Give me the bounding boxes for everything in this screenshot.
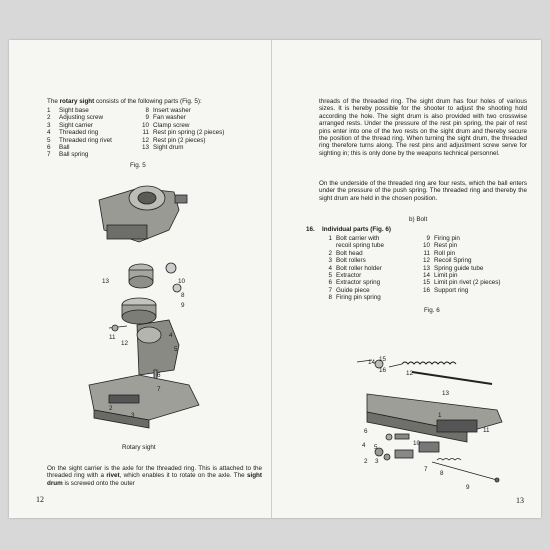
- part-number: 3: [328, 257, 332, 265]
- list-item: [320, 279, 410, 286]
- part-name: Insert washer: [153, 107, 191, 114]
- fig6-callout-15: 15: [379, 356, 387, 363]
- list-item: [137, 114, 257, 121]
- part-number: 11: [423, 249, 430, 257]
- section-bolt: b) Bolt: [409, 216, 428, 223]
- part-name: Limit pin: [434, 272, 458, 280]
- list-item: [47, 151, 142, 158]
- part-name: Bolt roller holder: [336, 264, 382, 272]
- para-bold-rivet: rivet: [106, 472, 120, 480]
- fig6-callout-1: 1: [438, 412, 442, 419]
- part-name: Threaded ring: [59, 129, 99, 137]
- fig6-callout-5: 5: [374, 444, 378, 451]
- list-item: [418, 272, 533, 279]
- list-item: [320, 257, 410, 264]
- list-item: [320, 235, 410, 242]
- fig6-bolt-drawing: [327, 312, 532, 502]
- page-number-right: 13: [516, 496, 524, 505]
- part-number: 14: [422, 272, 430, 280]
- list-item: [418, 242, 533, 249]
- list-item: [418, 287, 533, 294]
- list-item: [418, 257, 533, 264]
- list-item: [47, 137, 142, 144]
- list-item: [47, 122, 142, 129]
- fig6-label: Fig. 6: [424, 307, 440, 314]
- part-name: Sight carrier: [59, 121, 93, 129]
- fig5-callout-12: 12: [121, 340, 129, 347]
- parts-list-fig6-col1: [320, 235, 410, 302]
- part-number: 9: [145, 114, 149, 122]
- list-item: [320, 272, 410, 279]
- list-item: [418, 235, 533, 242]
- part-name: Rest pin: [434, 242, 458, 250]
- list-item: [320, 242, 410, 249]
- part-name: Bolt head: [336, 249, 363, 257]
- part-number: 12: [422, 257, 430, 265]
- part-name: Limit pin rivet (2 pieces): [434, 279, 501, 287]
- fig6-callout-10: 10: [413, 440, 421, 447]
- part-name: Sight drum: [153, 144, 184, 152]
- book-gutter: [271, 40, 272, 518]
- fig5-callout-8: 8: [181, 292, 185, 299]
- parts-list-fig5-col1: [47, 107, 142, 159]
- sight-carrier-paragraph: [47, 465, 262, 487]
- part-number: 13: [422, 264, 430, 272]
- list-item: [47, 144, 142, 151]
- fig6-callout-4: 4: [362, 442, 366, 449]
- part-name: Rest pin spring (2 pieces): [153, 129, 225, 137]
- intro-bold: rotary sight: [59, 98, 95, 105]
- part-number: [320, 242, 336, 249]
- fig5-callout-4: 4: [169, 332, 173, 339]
- part-name: Bolt carrier with: [336, 235, 380, 242]
- list-item: [320, 294, 410, 301]
- fig5-callout-10: 10: [178, 278, 186, 285]
- heading-individual-parts: Individual parts (Fig. 6): [322, 226, 391, 233]
- list-item: [137, 137, 257, 144]
- sight-drum-paragraph: threads of the threaded ring. The sight drum has four holes of various sizes. It is hereby possible for the shooter to adjust the shooting hold according the hole. The sight drum is also provided with two crosswise arranged rests. Under the pressure of the rest pin spring, the pair of rest pins enter into one of the two rests on the sight drum and thereby secure the position of the thread ring. When turning the sight drum, the threaded ring therefore turns along. The rest pins and adjustment screw serve for sighting in; this is only done by the weapons technical personnel.: [319, 98, 527, 157]
- fig6-callout-11: 11: [483, 427, 490, 434]
- fig5-rotary-sight-drawing: [79, 170, 209, 435]
- list-item: [320, 250, 410, 257]
- fig5-callout-9: 9: [181, 302, 185, 309]
- page-number-left: 12: [36, 495, 44, 504]
- list-item: [418, 265, 533, 272]
- part-number: 15: [422, 279, 430, 287]
- part-number: 13: [141, 144, 149, 152]
- part-name: Clamp screw: [153, 121, 190, 129]
- part-number: 9: [426, 235, 430, 242]
- part-name: Bolt rollers: [336, 257, 366, 265]
- fig5-callout-13: 13: [102, 278, 110, 285]
- para-text-3: is screwed onto the outer: [62, 479, 135, 487]
- list-item: [47, 129, 142, 136]
- fig6-callout-3: 3: [375, 458, 379, 465]
- part-name: Fan washer: [153, 114, 186, 122]
- part-number: 1: [328, 235, 332, 242]
- fig5-callout-5: 5: [174, 346, 178, 353]
- part-name: Sight base: [59, 107, 89, 114]
- list-item: [320, 265, 410, 272]
- part-name: Spring guide tube: [434, 264, 484, 272]
- part-number: 4: [47, 129, 51, 137]
- part-number: 1: [47, 107, 51, 114]
- part-number: 2: [47, 114, 51, 122]
- part-number: 10: [422, 242, 430, 250]
- parts-list-fig5-col2: [137, 107, 257, 151]
- fig5-callout-11: 11: [109, 334, 116, 341]
- list-item: [137, 107, 257, 114]
- part-number: 7: [47, 151, 51, 159]
- left-page: [9, 40, 271, 518]
- part-name: Extractor: [336, 272, 362, 280]
- part-number: 6: [328, 279, 332, 287]
- fig6-callout-16: 16: [379, 367, 387, 374]
- fig6-callout-7: 7: [424, 466, 428, 473]
- part-number: 5: [328, 272, 332, 280]
- part-number: 3: [47, 121, 51, 129]
- list-item: [137, 129, 257, 136]
- list-item: [47, 107, 142, 114]
- fig6-callout-13: 13: [442, 390, 450, 397]
- fig6-callout-2: 2: [364, 458, 368, 465]
- list-item: [320, 287, 410, 294]
- para-text-1: On the sight carrier is the axle for the threaded ring. This is attached to the threaded ring with a: [47, 465, 262, 480]
- part-name: Rest pin (2 pieces): [153, 136, 206, 144]
- intro-prefix: The: [47, 98, 60, 105]
- part-number: 6: [47, 144, 51, 152]
- part-name: Firing pin: [434, 235, 460, 242]
- intro-suffix: consists of the following parts (Fig. 5):: [94, 98, 202, 105]
- part-number: 5: [47, 136, 51, 144]
- parts-list-fig6-col2: [418, 235, 533, 294]
- part-name: Guide piece: [336, 286, 370, 294]
- fig6-callout-6: 6: [364, 428, 368, 435]
- fig6-callout-12: 12: [406, 370, 414, 377]
- part-number: 8: [328, 294, 332, 302]
- fig6-callout-14: 14: [368, 359, 376, 366]
- fig6-callout-9: 9: [466, 484, 470, 491]
- para-text-2: , which enables it to rotate on the axle. The: [119, 472, 247, 480]
- part-name: Firing pin spring: [336, 294, 381, 302]
- fig5-callout-7: 7: [157, 386, 161, 393]
- list-item: [47, 114, 142, 121]
- para-bold-sight-drum: sight drum: [47, 472, 262, 487]
- part-number: 11: [142, 129, 149, 137]
- part-number: 2: [328, 249, 332, 257]
- part-number: 8: [145, 107, 149, 114]
- part-name: Ball: [59, 144, 70, 152]
- fig5-callout-3: 3: [131, 412, 135, 419]
- part-number: 10: [141, 121, 149, 129]
- fig6-callout-8: 8: [440, 470, 444, 477]
- fig5-label: Fig. 5: [130, 162, 146, 169]
- part-number: 4: [328, 264, 332, 272]
- right-page: [272, 40, 541, 518]
- part-name: Extractor spring: [336, 279, 381, 287]
- list-item: [418, 250, 533, 257]
- list-item: [137, 144, 257, 151]
- threaded-ring-paragraph: On the underside of the threaded ring are four rests, which the ball enters under the pressure of the push spring. The threaded ring and thereby the sight drum are held in the chosen position.: [319, 180, 527, 202]
- part-number: 7: [328, 286, 332, 294]
- part-name: Threaded ring rivet: [59, 136, 112, 144]
- part-name: Adjusting screw: [59, 114, 104, 122]
- rotary-sight-intro: [47, 98, 262, 105]
- list-item: [137, 122, 257, 129]
- part-name: Support ring: [434, 286, 469, 294]
- fig5-caption: Rotary sight: [122, 444, 156, 451]
- part-name: recoil spring tube: [336, 242, 384, 250]
- fig5-callout-2: 2: [109, 405, 113, 412]
- part-name: Roll pin: [434, 249, 455, 257]
- book-spread: [9, 40, 541, 518]
- part-name: Recoil Spring: [434, 257, 472, 265]
- fig5-callout-6: 6: [157, 372, 161, 379]
- heading-number: 16.: [306, 226, 315, 233]
- list-item: [418, 279, 533, 286]
- part-name: Ball spring: [59, 151, 89, 159]
- part-number: 12: [141, 136, 149, 144]
- part-number: 16: [422, 286, 430, 294]
